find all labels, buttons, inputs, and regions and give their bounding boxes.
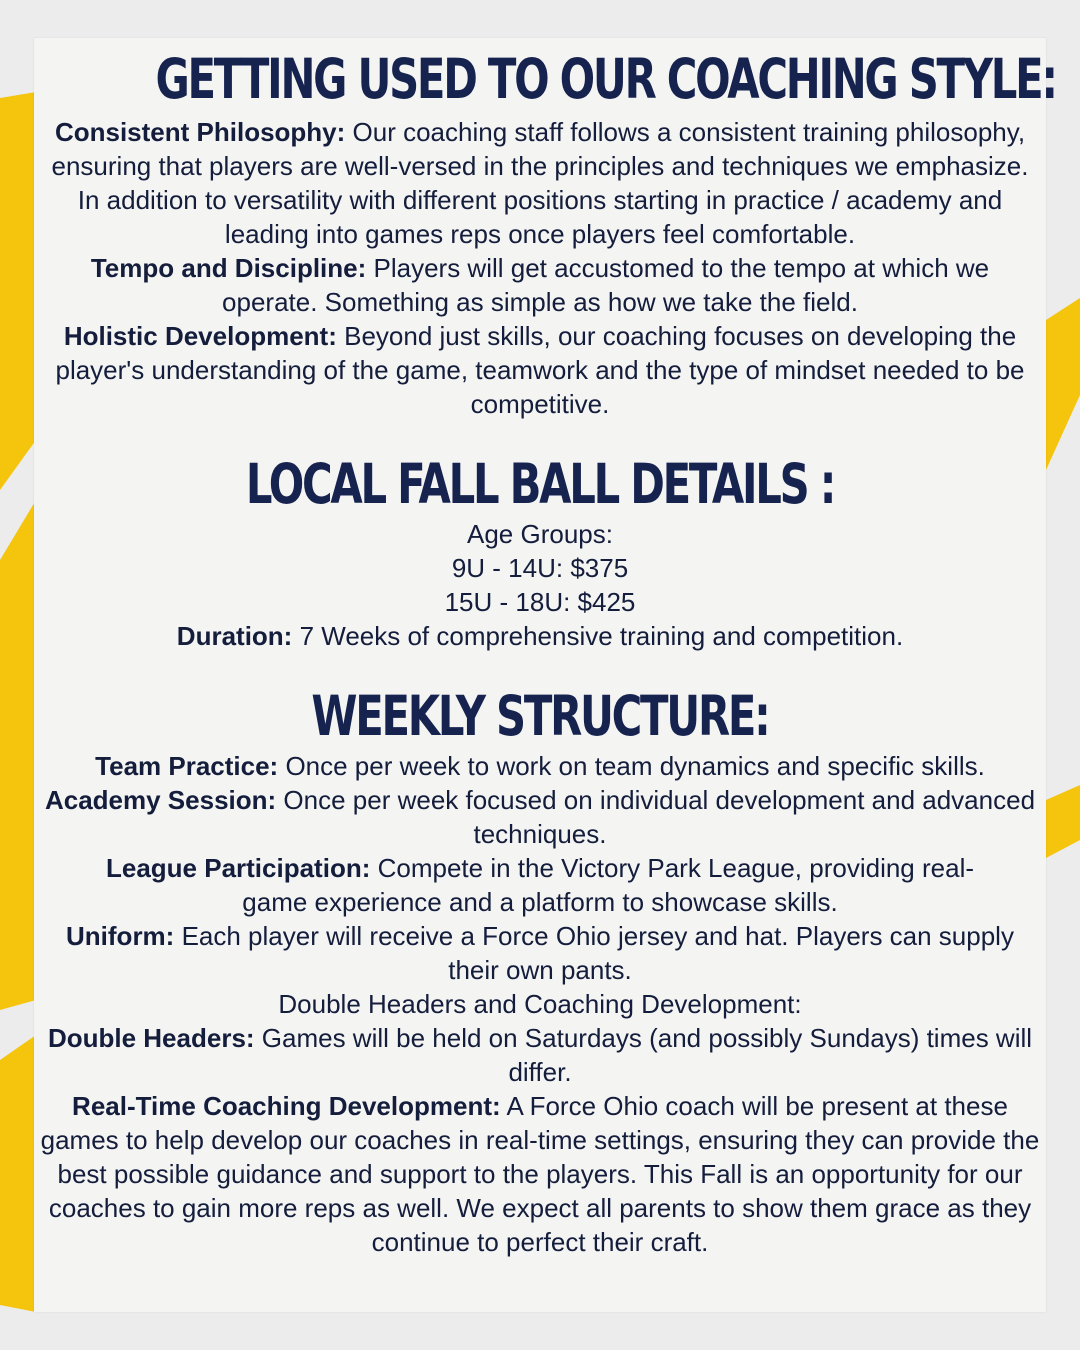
label-tempo-discipline: Tempo and Discipline:: [90, 253, 367, 283]
text-tempo-discipline: Players will get accustomed to the tempo at which we operate. Something as simple as how we take the field.: [222, 253, 990, 317]
text-holistic-development: Beyond just skills, our coaching focuses on developing the player's understanding of the game, teamwork and the type of mindset needed to be competitive.: [55, 321, 1025, 419]
subheading-double-headers-coaching: Double Headers and Coaching Development:: [278, 989, 802, 1019]
yellow-stripe-left-top: [0, 92, 36, 490]
label-double-headers: Double Headers:: [47, 1023, 255, 1053]
paragraph-tempo-discipline: [34, 251, 1046, 319]
paragraph-league-participation: [34, 851, 1046, 919]
text-real-time-coaching: A Force Ohio coach will be present at these games to help develop our coaches in real-time settings, ensuring they can provide the best possible guidance and support to the players. This Fall is an opportunity for our coaches to gain more reps as well. We expect all parents to show them grace as they continue to perfect their craft.: [40, 1091, 1040, 1257]
label-academy-session: Academy Session:: [44, 785, 277, 815]
label-duration: Duration:: [176, 621, 293, 651]
text-academy-session: Once per week focused on individual development and advanced techniques.: [276, 785, 1036, 849]
text-team-practice: Once per week to work on team dynamics and specific skills.: [278, 751, 985, 781]
paragraph-real-time-coaching: [34, 1089, 1046, 1259]
age-group-15u-18u: 15U - 18U: $425: [444, 587, 636, 617]
label-league-participation: League Participation:: [105, 853, 371, 883]
label-holistic-development: Holistic Development:: [63, 321, 337, 351]
text-consistent-philosophy: Our coaching staff follows a consistent training philosophy, ensuring that players are well-versed in the principles and techniques we emphasize. In addition to versatility with different positions starting in practice / academy and leading into games reps once players feel comfortable.: [51, 117, 1029, 249]
text-uniform: Each player will receive a Force Ohio jersey and hat. Players can supply their own pants.: [174, 921, 1014, 985]
paragraph-holistic-development: [34, 319, 1046, 421]
text-double-headers: Games will be held on Saturdays (and possibly Sundays) times will differ.: [254, 1023, 1033, 1087]
paragraph-double-headers: [34, 1021, 1046, 1089]
yellow-stripe-left-bottom: [0, 1035, 36, 1312]
yellow-stripe-left-mid: [0, 500, 36, 1010]
age-groups-label: Age Groups:: [467, 519, 613, 549]
heading-weekly-structure: WEEKLY STRUCTURE:: [311, 684, 769, 748]
paragraph-uniform: [34, 919, 1046, 987]
label-uniform: Uniform:: [66, 921, 175, 951]
age-group-9u-14u: 9U - 14U: $375: [451, 553, 629, 583]
text-duration: 7 Weeks of comprehensive training and competition.: [292, 621, 904, 651]
text-league-participation: Compete in the Victory Park League, providing real-game experience and a platform to showcase skills.: [242, 853, 974, 917]
heading-fall-ball-details: LOCAL FALL BALL DETAILS :: [245, 452, 835, 516]
paragraph-team-practice: [34, 749, 1046, 783]
paragraph-duration: [34, 619, 1046, 653]
label-real-time-coaching: Real-Time Coaching Development:: [72, 1091, 501, 1121]
paragraph-academy-session: [34, 783, 1046, 851]
label-team-practice: Team Practice:: [95, 751, 279, 781]
label-consistent-philosophy: Consistent Philosophy:: [54, 117, 346, 147]
content: [34, 38, 1056, 1259]
heading-coaching-style: GETTING USED TO OUR COACHING STYLE:: [155, 47, 1056, 111]
paragraph-consistent-philosophy: [34, 115, 1046, 251]
